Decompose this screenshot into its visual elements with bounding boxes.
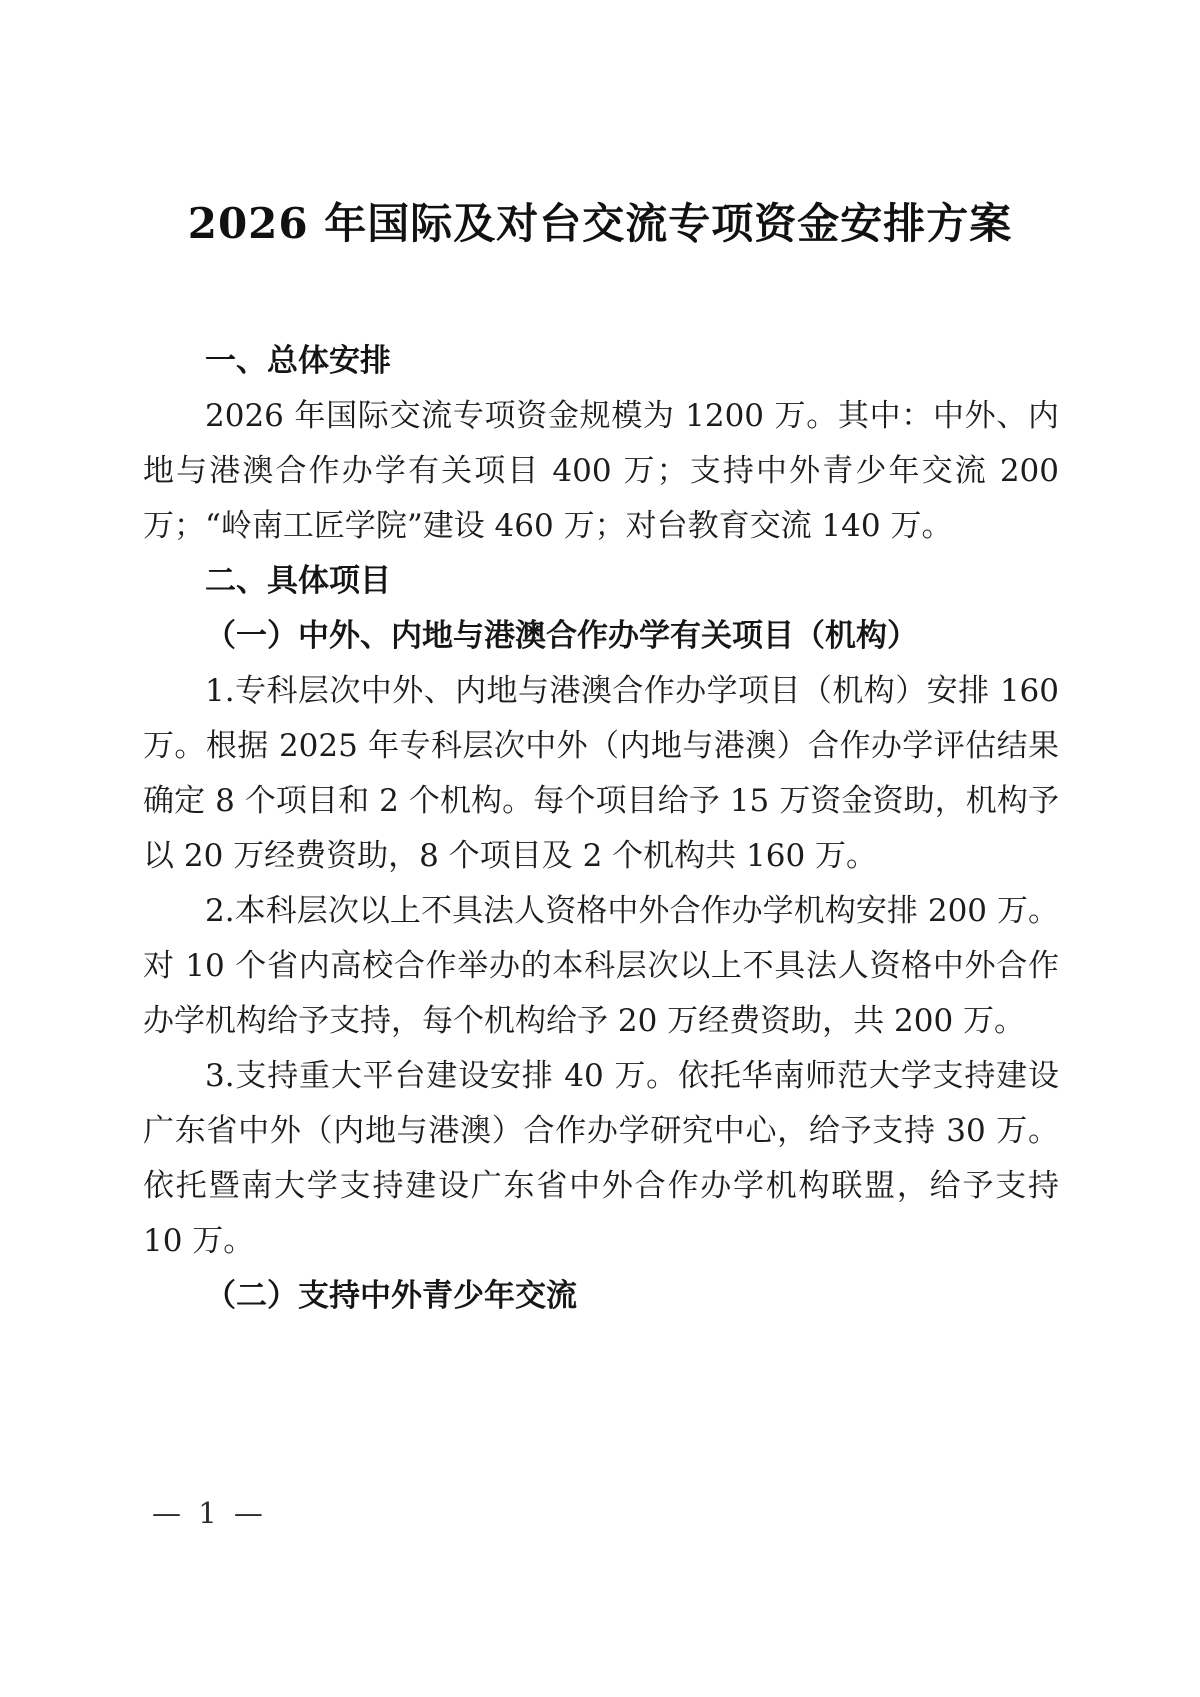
page-number: — 1 — — [152, 1496, 267, 1530]
paragraph-overall-arrangement: 2026 年国际交流专项资金规模为 1200 万。其中：中外、内地与港澳合作办学有关项目 400 万；支持中外青少年交流 200 万；“岭南工匠学院”建设 460 万；对台教育交流 140 万。 — [143, 398, 1059, 544]
document-body — [143, 334, 1059, 1324]
document-title: 2026 年国际及对台交流专项资金安排方案 — [187, 199, 1013, 248]
section-heading-overall-arrangement: 一、总体安排 — [205, 343, 391, 379]
paragraph-item-1-college-level: 1.专科层次中外、内地与港澳合作办学项目（机构）安排 160 万。根据 2025 年专科层次中外（内地与港澳）合作办学评估结果确定 8 个项目和 2 个机构。每个项目给予 15 万资金资助，机构予以 20 万经费资助，8 个项目及 2 个机构共 160 万。 — [143, 673, 1059, 874]
paragraph-item-3-major-platforms: 3.支持重大平台建设安排 40 万。依托华南师范大学支持建设广东省中外（内地与港澳）合作办学研究中心，给予支持 30 万。依托暨南大学支持建设广东省中外合作办学机构联盟，给予支持 10 万。 — [143, 1058, 1059, 1259]
section-heading-specific-projects: 二、具体项目 — [205, 563, 391, 599]
subsection-heading-youth-exchange: （二）支持中外青少年交流 — [205, 1278, 577, 1314]
paragraph-item-2-undergraduate-level: 2.本科层次以上不具法人资格中外合作办学机构安排 200 万。对 10 个省内高校合作举办的本科层次以上不具法人资格中外合作办学机构给予支持，每个机构给予 20 万经费资助，共 200 万。 — [143, 893, 1059, 1039]
subsection-heading-cooperative-education: （一）中外、内地与港澳合作办学有关项目（机构） — [205, 618, 918, 654]
